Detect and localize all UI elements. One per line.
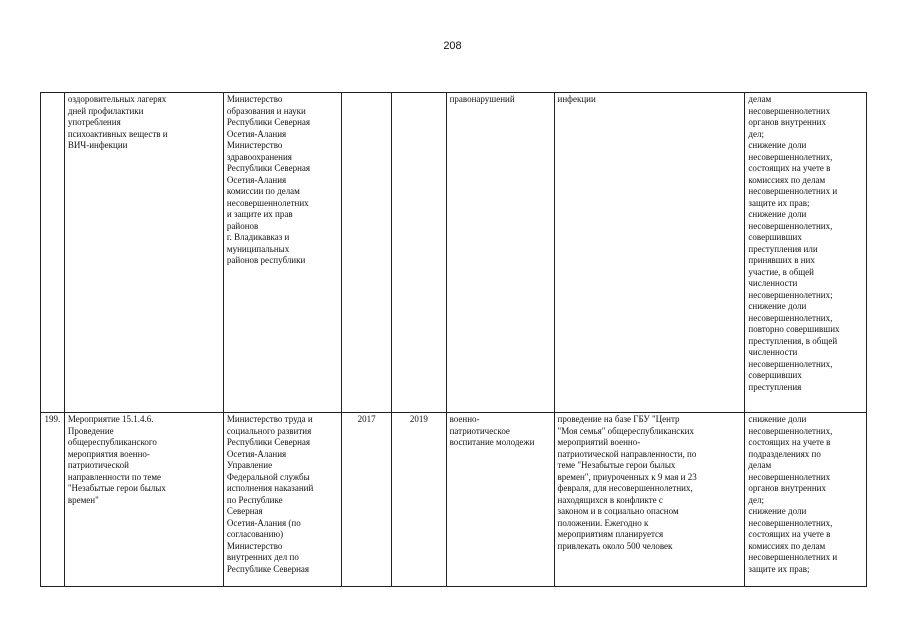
table-row bbox=[41, 93, 867, 413]
description-cell: инфекции bbox=[554, 93, 745, 413]
start-year-cell: 2017 bbox=[342, 413, 392, 587]
page-number: 208 bbox=[443, 40, 462, 52]
row-number-cell bbox=[41, 93, 65, 413]
end-year-cell bbox=[392, 93, 447, 413]
measure-name-cell: оздоровительных лагерях дней профилактики употребления психоактивных веществ и ВИЧ-инфекции bbox=[64, 93, 223, 413]
row-number-cell: 199. bbox=[41, 413, 65, 587]
indicators-cell: делам несовершеннолетних органов внутренних дел; снижение доли несовершеннолетних, состоящих на учете в комиссиях по делам несовершеннолетних и защите их прав; снижение доли несовершеннолетних, совершивших преступления или принявших в них участие, в общей численности несовершеннолетних; снижение доли несовершеннолетних, повторно совершивших преступления, в общей численности несовершеннолетних, совершивших преступления bbox=[745, 93, 867, 413]
end-year-cell: 2019 bbox=[392, 413, 447, 587]
direction-cell: военно- патриотическое воспитание молодежи bbox=[446, 413, 554, 587]
program-measures-table bbox=[40, 92, 867, 587]
executors-cell: Министерство труда и социального развития Республики Северная Осетия-Алания Управление Федеральной службы исполнения наказаний по Республике Северная Осетия-Алания (по согласованию) Министерство внутренних дел по Республике Северная bbox=[223, 413, 341, 587]
indicators-cell: снижение доли несовершеннолетних, состоящих на учете в подразделениях по делам несовершеннолетних органов внутренних дел; снижение доли несовершеннолетних, состоящих на учете в комиссиях по делам несовершеннолетних и защите их прав; bbox=[745, 413, 867, 587]
measure-name-cell: Мероприятие 15.1.4.6. Проведение общереспубликанского мероприятия военно- патриотической направленности по теме "Незабытые герои былых времен" bbox=[64, 413, 223, 587]
executors-cell: Министерство образования и науки Республики Северная Осетия-Алания Министерство здравоохранения Республики Северная Осетия-Алания комиссии по делам несовершеннолетних и защите их прав районов г. Владикавказ и муниципальных районов республики bbox=[223, 93, 341, 413]
start-year-cell bbox=[342, 93, 392, 413]
description-cell: проведение на базе ГБУ "Центр "Моя семья" общереспубликанских мероприятий военно- патриотической направленности, по теме "Незабытые герои былых времен", приуроченных к 9 мая и 23 февраля, для несовершеннолетних, находящихся в конфликте с законом и в социально опасном положении. Ежегодно к мероприятиям планируется привлекать около 500 человек bbox=[554, 413, 745, 587]
table-row bbox=[41, 413, 867, 587]
direction-cell: правонарушений bbox=[446, 93, 554, 413]
